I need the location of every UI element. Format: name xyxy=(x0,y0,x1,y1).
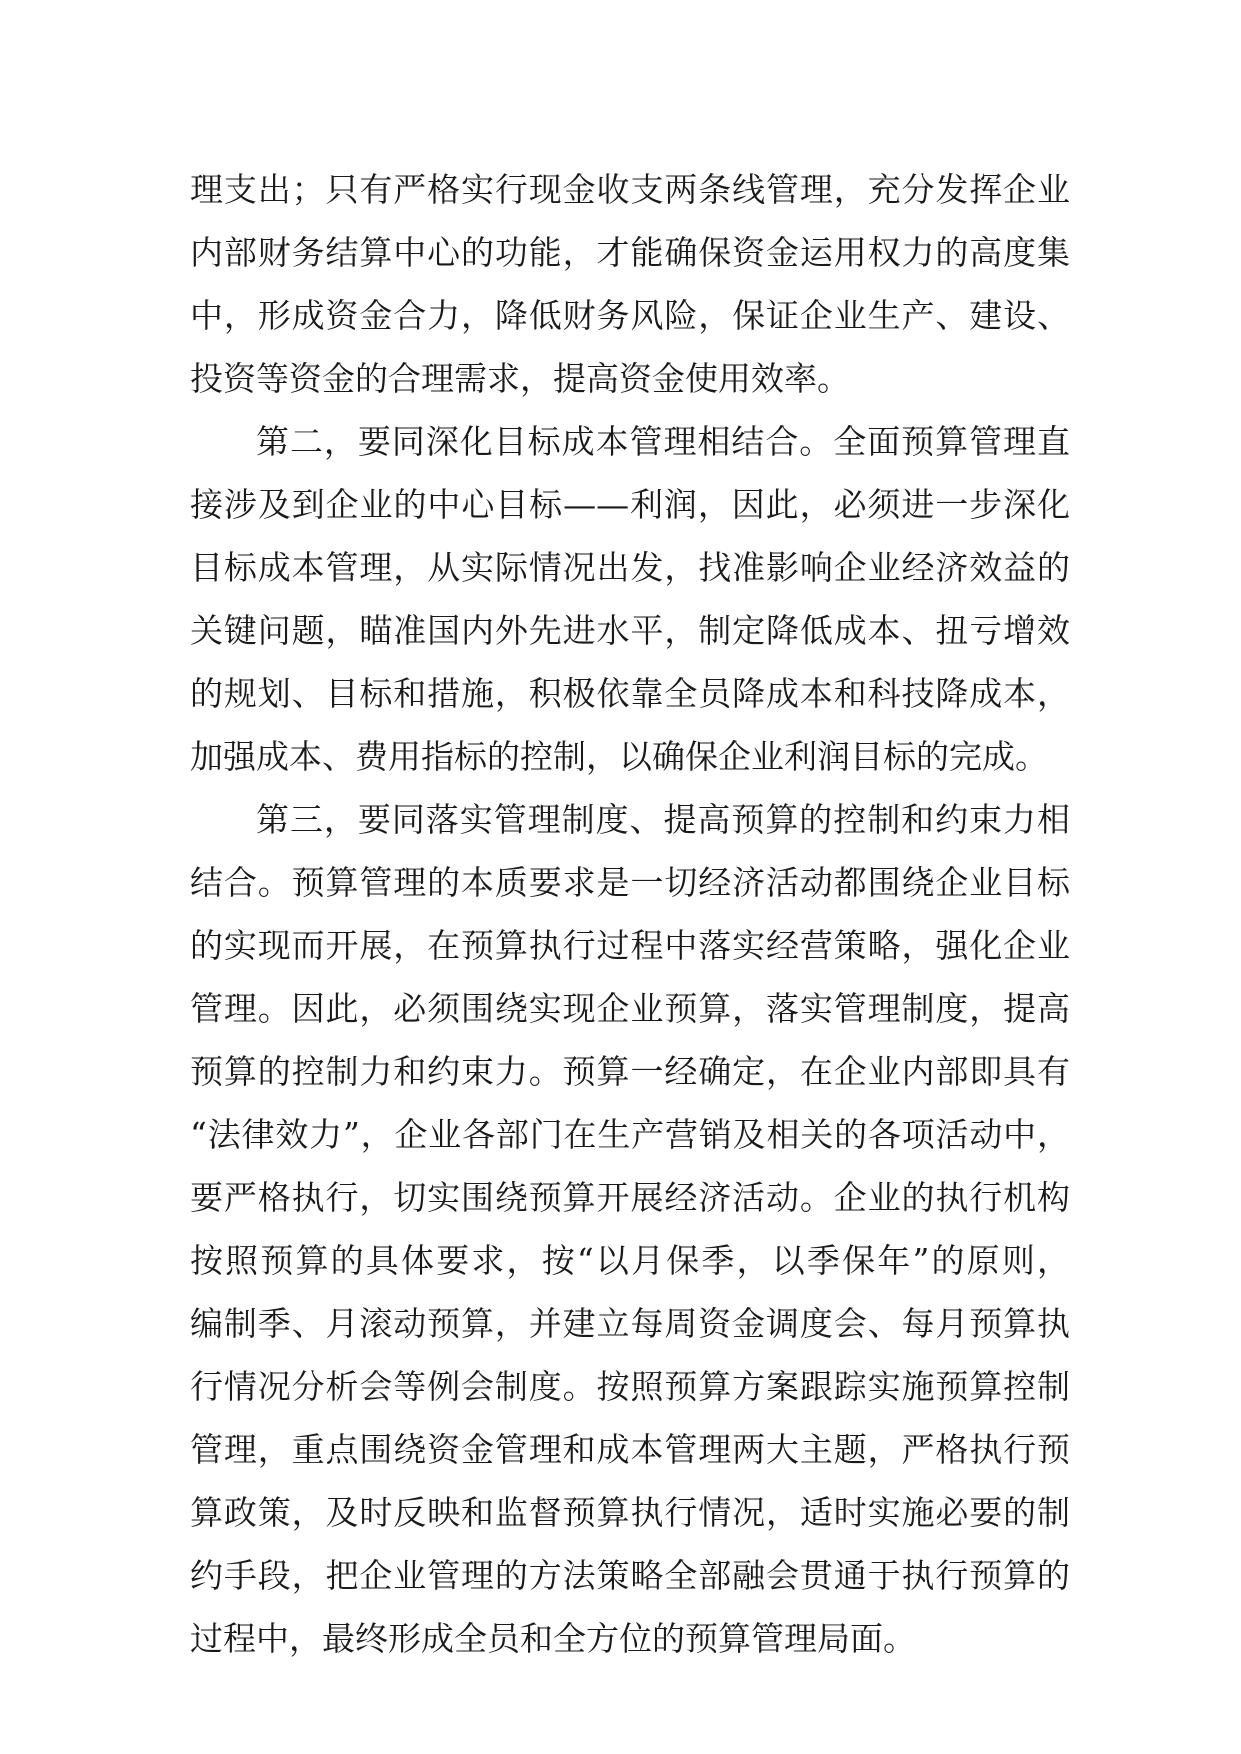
text-line: 的实现而开展，在预算执行过程中落实经营策略，强化企业 xyxy=(190,926,1070,965)
text-line: 的规划、目标和措施，积极依靠全员降成本和科技降成本， xyxy=(190,674,1070,713)
text-line: 投资等资金的合理需求，提高资金使用效率。 xyxy=(190,359,850,398)
text-line: 按照预算的具体要求，按“以月保季，以季保年”的原则， xyxy=(190,1241,1070,1280)
text-line: 过程中，最终形成全员和全方位的预算管理局面。 xyxy=(190,1619,916,1658)
text-line: 内部财务结算中心的功能，才能确保资金运用权力的高度集 xyxy=(190,233,1070,272)
text-line: 管理。因此，必须围绕实现企业预算，落实管理制度，提高 xyxy=(190,989,1070,1028)
text-line: 要严格执行，切实围绕预算开展经济活动。企业的执行机构 xyxy=(190,1178,1070,1217)
text-line: 约手段，把企业管理的方法策略全部融会贯通于执行预算的 xyxy=(190,1556,1070,1595)
paragraph-third-point xyxy=(190,788,1070,1670)
document-body xyxy=(190,158,1070,1670)
text-line: 算政策，及时反映和监督预算执行情况，适时实施必要的制 xyxy=(190,1493,1070,1532)
text-line: 行情况分析会等例会制度。按照预算方案跟踪实施预算控制 xyxy=(190,1367,1070,1406)
paragraph-second-point xyxy=(190,410,1070,788)
text-line: 编制季、月滚动预算，并建立每周资金调度会、每月预算执 xyxy=(190,1304,1070,1343)
text-line: 加强成本、费用指标的控制，以确保企业利润目标的完成。 xyxy=(190,737,1048,776)
text-line: 中，形成资金合力，降低财务风险，保证企业生产、建设、 xyxy=(190,296,1070,335)
text-line: 目标成本管理，从实际情况出发，找准影响企业经济效益的 xyxy=(190,548,1070,587)
text-line: 预算的控制力和约束力。预算一经确定，在企业内部即具有 xyxy=(190,1052,1070,1091)
text-line: 管理，重点围绕资金管理和成本管理两大主题，严格执行预 xyxy=(190,1430,1070,1469)
text-line: 理支出；只有严格实行现金收支两条线管理，充分发挥企业 xyxy=(190,170,1070,209)
text-line: 接涉及到企业的中心目标——利润，因此，必须进一步深化 xyxy=(190,485,1070,524)
text-line: 第三，要同落实管理制度、提高预算的控制和约束力相 xyxy=(256,800,1070,839)
text-line: 关键问题，瞄准国内外先进水平，制定降低成本、扭亏增效 xyxy=(190,611,1070,650)
text-line: 结合。预算管理的本质要求是一切经济活动都围绕企业目标 xyxy=(190,863,1070,902)
paragraph-continuation xyxy=(190,158,1070,410)
text-line: “法律效力”，企业各部门在生产营销及相关的各项活动中， xyxy=(190,1115,1070,1154)
text-line: 第二，要同深化目标成本管理相结合。全面预算管理直 xyxy=(256,422,1070,461)
